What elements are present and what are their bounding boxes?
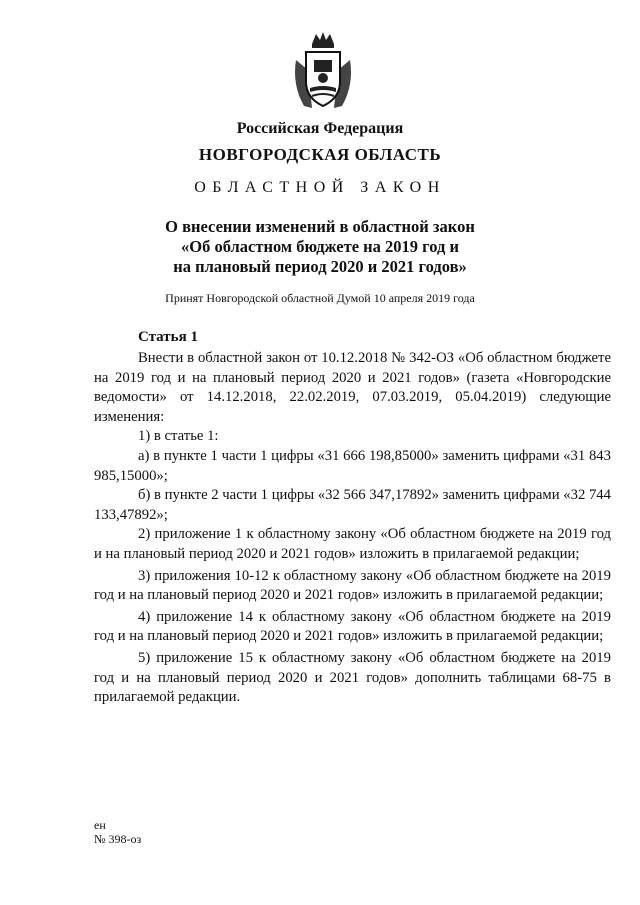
executor-initials: ен [94,818,106,832]
article-item: 4) приложение 14 к областному закону «Об областном бюджете на 2019 год и на плановый период 2020 и 2021 годов» изложить в прилагаемой редакции; [94,608,611,645]
document-type: ОБЛАСТНОЙ ЗАКОН [194,179,446,196]
article-heading: Статья 1 [138,329,198,345]
coat-of-arms-emblem [290,30,356,112]
article-intro: Внести в областной закон от 10.12.2018 № 342-ОЗ «Об областном бюджете на 2019 год и на плановый период 2020 и 2021 годов» (газета «Новгородские ведомости» от 14.12.2018, 22.02.2019, 07.03.2019, 05.04.2019) следующие изменения: [94,350,611,425]
law-title-line: О внесении изменений в областной закон [165,217,475,236]
law-title [0,217,640,277]
law-title-line: «Об областном бюджете на 2019 год и [180,237,460,256]
law-title-line: на плановый период 2020 и 2021 годов» [173,257,467,276]
law-number: № 398-оз [94,832,142,846]
article-item: 2) приложение 1 к областному закону «Об областном бюджете на 2019 год и на плановый период 2020 и 2021 годов» изложить в прилагаемой редакции; [94,526,611,562]
article-body [94,349,611,708]
article-item: 1) в статье 1: [138,428,219,445]
document-footer [94,818,141,846]
article-item: б) в пункте 2 части 1 цифры «32 566 347,17892» заменить цифрами «32 744 133,47892»; [94,487,611,523]
article-item: а) в пункте 1 части 1 цифры «31 666 198,85000» заменить цифрами «31 843 985,15000»; [94,447,611,484]
region-name: НОВГОРОДСКАЯ ОБЛАСТЬ [198,145,442,164]
article-item: 3) приложения 10-12 к областному закону «Об областном бюджете на 2019 год и на плановый период 2020 и 2021 годов» изложить в прилагаемой редакции; [94,567,611,604]
article-item: 5) приложение 15 к областному закону «Об областном бюджете на 2019 год и на плановый период 2020 и 2021 годов» дополнить таблицами 68-75 в прилагаемой редакции. [94,649,611,706]
adoption-note: Принят Новгородской областной Думой 10 апреля 2019 года [165,291,475,305]
country-name: Российская Федерация [236,120,404,137]
